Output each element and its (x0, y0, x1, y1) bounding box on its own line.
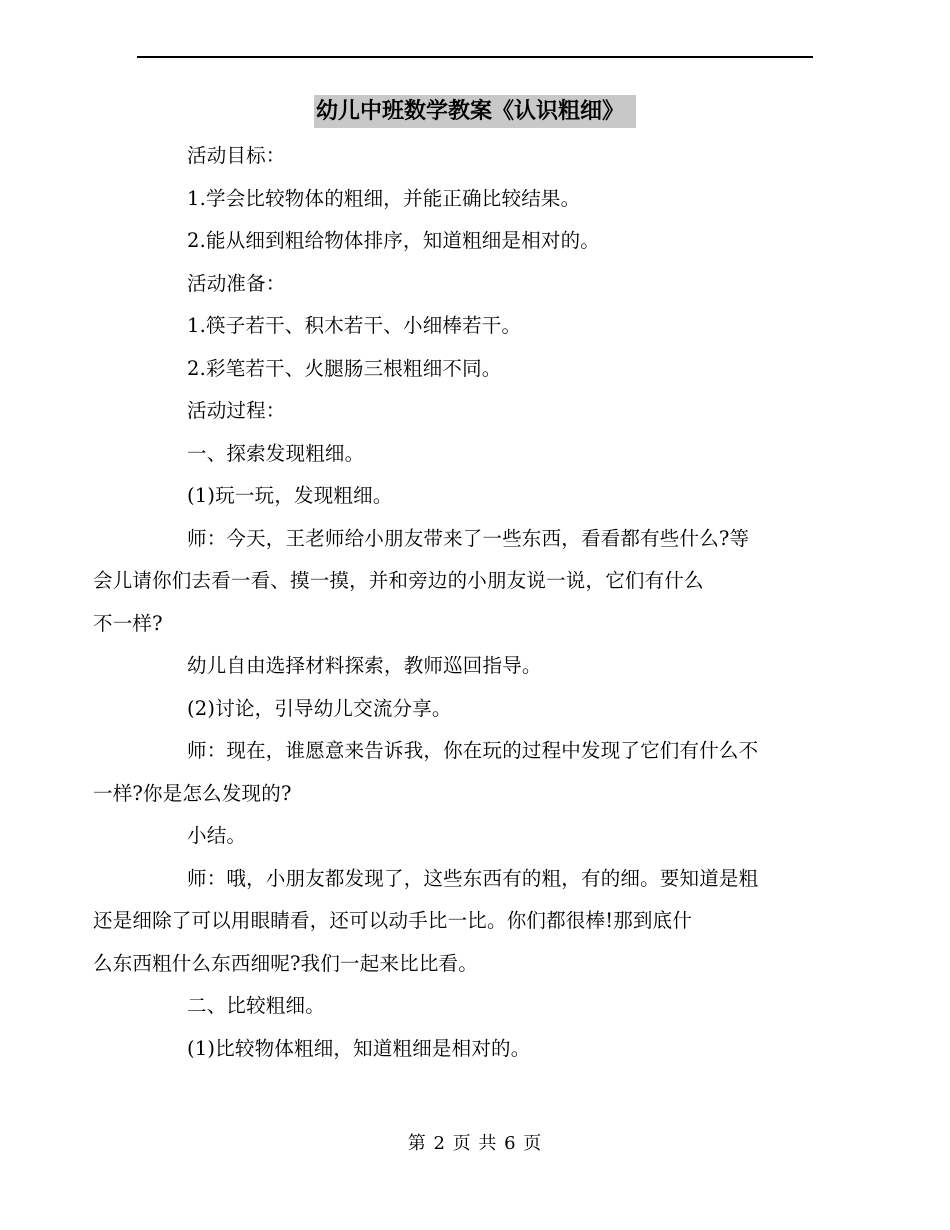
text-line: 师：现在，谁愿意来告诉我，你在玩的过程中发现了它们有什么不 (187, 739, 759, 762)
text-line: 不一样? (93, 611, 163, 635)
title-container (0, 95, 950, 128)
paragraph (140, 433, 820, 476)
text-line: 会儿请你们去看一看、摸一摸，并和旁边的小朋友说一说，它们有什么 (93, 569, 704, 592)
paragraph (140, 475, 820, 518)
text-line: 活动准备： (187, 271, 286, 295)
text-line: 1.学会比较物体的粗细，并能正确比较结果。 (187, 186, 581, 210)
paragraph (140, 263, 820, 306)
text-line: 二、比较粗细。 (187, 994, 325, 1017)
text-line: 2.彩笔若干、火腿肠三根粗细不同。 (187, 356, 502, 380)
document-body (93, 135, 820, 1070)
paragraph (140, 985, 820, 1028)
paragraph (140, 178, 820, 221)
text-line: 一样?你是怎么发现的? (93, 781, 292, 805)
paragraph (140, 390, 820, 433)
paragraph (93, 858, 820, 986)
document-title: 幼儿中班数学教案《认识粗细》 (314, 95, 636, 128)
text-line: 1.筷子若干、积木若干、小细棒若干。 (187, 314, 522, 337)
paragraph (140, 135, 820, 178)
paragraph (140, 220, 820, 263)
text-line: (2)讨论，引导幼儿交流分享。 (187, 696, 452, 720)
paragraph (140, 348, 820, 391)
header-rule (137, 56, 813, 58)
text-line: 一、探索发现粗细。 (187, 441, 365, 465)
paragraph (140, 815, 820, 858)
text-line: (1)比较物体粗细，知道粗细是相对的。 (187, 1036, 531, 1060)
paragraph (140, 305, 820, 348)
paragraph (140, 688, 820, 731)
text-line: (1)玩一玩，发现粗细。 (187, 484, 393, 507)
paragraph (140, 645, 820, 688)
paragraph (140, 1028, 820, 1071)
text-line: 活动过程： (187, 399, 286, 422)
text-line: 师：哦，小朋友都发现了，这些东西有的粗，有的细。要知道是粗 (187, 866, 759, 890)
text-line: 还是细除了可以用眼睛看，还可以动手比一比。你们都很棒!那到底什 (93, 909, 693, 932)
text-line: 2.能从细到粗给物体排序，知道粗细是相对的。 (187, 229, 601, 252)
text-line: 么东西粗什么东西细呢?我们一起来比比看。 (93, 951, 478, 975)
paragraph (93, 730, 820, 815)
text-line: 活动目标： (187, 144, 286, 167)
text-line: 小结。 (187, 824, 247, 847)
paragraph (93, 518, 820, 646)
page-footer: 第 2 页 共 6 页 (407, 1133, 543, 1154)
text-line: 师：今天，王老师给小朋友带来了一些东西，看看都有些什么?等 (187, 526, 750, 550)
text-line: 幼儿自由选择材料探索，教师巡回指导。 (187, 654, 542, 677)
